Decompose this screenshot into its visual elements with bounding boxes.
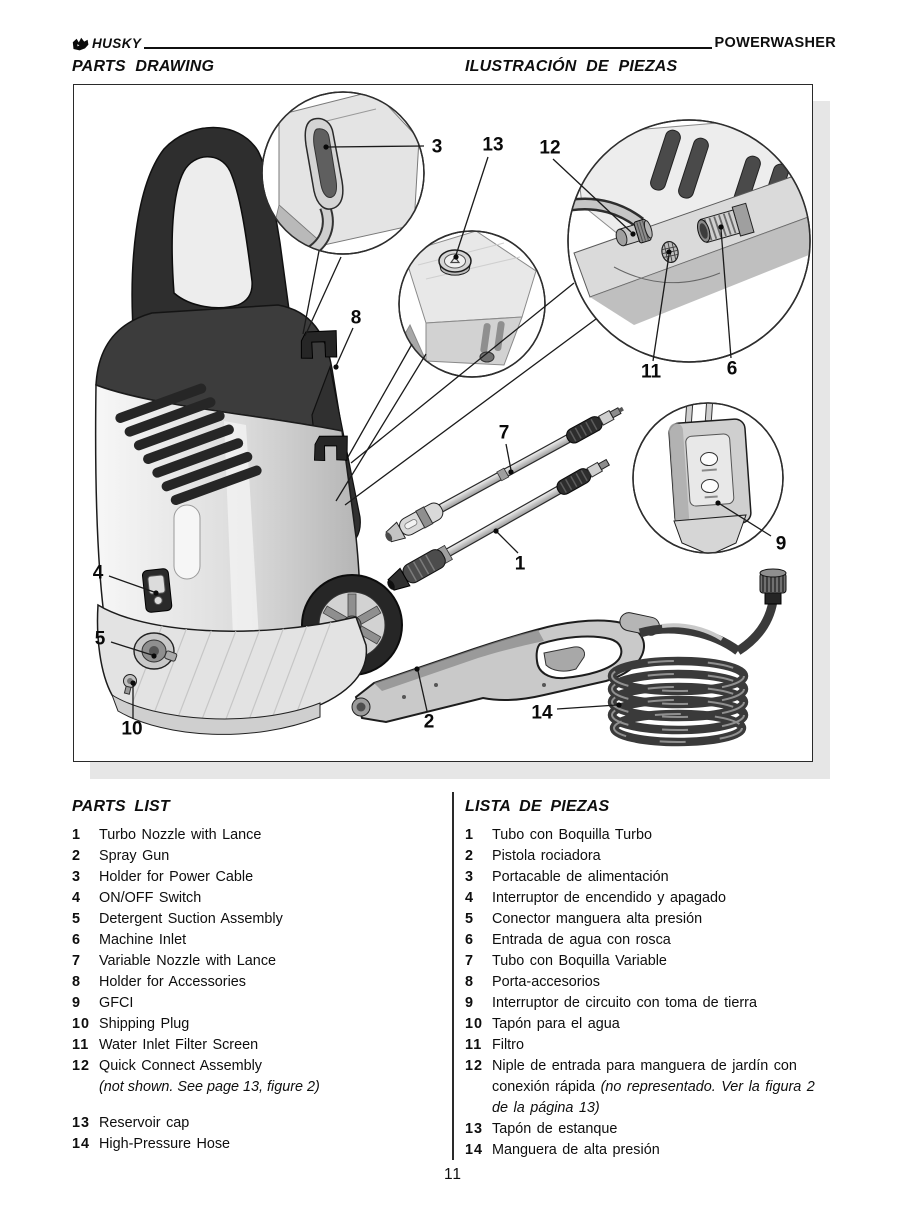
- parts-list-item: [465, 972, 837, 993]
- item-text: Variable Nozzle with Lance: [99, 953, 277, 969]
- parts-list-item: [72, 1056, 444, 1077]
- item-text: Tubo con Boquilla Variable: [492, 953, 667, 969]
- item-text: Interruptor de circuito con toma de tierra: [492, 995, 757, 1011]
- item-number: 9: [72, 995, 82, 1011]
- section-title-en: PARTS DRAWING: [72, 58, 215, 75]
- item-number: 5: [465, 911, 475, 927]
- parts-list-item: [72, 1113, 444, 1134]
- parts-list-item: [465, 1035, 837, 1056]
- callout-label: 10: [121, 718, 143, 740]
- callout-label: 12: [539, 137, 561, 159]
- item-text: Water Inlet Filter Screen: [99, 1037, 259, 1053]
- callout-label: 14: [531, 702, 553, 724]
- item-text: GFCI: [99, 995, 134, 1011]
- lista-piezas-title: LISTA DE PIEZAS: [465, 798, 610, 815]
- item-text: Filtro: [492, 1037, 524, 1053]
- item-number: 3: [465, 869, 475, 885]
- section-title-es: ILUSTRACIÓN DE PIEZAS: [465, 58, 678, 75]
- parts-list-item: [72, 930, 444, 951]
- item-number: 11: [72, 1037, 90, 1053]
- callout-label: 4: [92, 562, 104, 584]
- item-text: Pistola rociadora: [492, 848, 601, 864]
- item-number: 10: [72, 1016, 91, 1032]
- item-text: ON/OFF Switch: [99, 890, 202, 906]
- parts-list-item: [465, 1014, 837, 1035]
- header-rule: [144, 47, 711, 49]
- item-number: 6: [72, 932, 82, 948]
- parts-list-item: [465, 1119, 837, 1140]
- item-number: 8: [465, 974, 475, 990]
- item-number: 14: [465, 1142, 484, 1158]
- parts-list-item: [465, 1056, 837, 1119]
- parts-list-item: [72, 888, 444, 909]
- husky-brand: [72, 36, 141, 51]
- item-text: Entrada de agua con rosca: [492, 932, 671, 948]
- page-number: 11: [443, 1166, 463, 1183]
- item-number: 3: [72, 869, 82, 885]
- item-number: 4: [72, 890, 82, 906]
- lista-piezas-rows: [465, 825, 837, 1161]
- item-number: 12: [72, 1058, 91, 1074]
- column-divider: [452, 792, 454, 1160]
- item-number: 1: [72, 827, 82, 843]
- callout-label: 6: [726, 358, 738, 380]
- callout-label: 13: [482, 134, 504, 156]
- item-number: 11: [465, 1037, 483, 1053]
- parts-list-item: [72, 909, 444, 930]
- item-number: 9: [465, 995, 475, 1011]
- parts-list-item: [465, 951, 837, 972]
- item-text: Shipping Plug: [99, 1016, 190, 1032]
- item-text: Quick Connect Assembly: [99, 1058, 262, 1074]
- item-number: 2: [72, 848, 82, 864]
- list-gap: [72, 1098, 444, 1113]
- item-number: 14: [72, 1136, 91, 1152]
- parts-list-item: [72, 867, 444, 888]
- callout-label: 1: [514, 553, 526, 575]
- item-text: Interruptor de encendido y apagado: [492, 890, 727, 906]
- item-text: Tapón de estanque: [492, 1121, 618, 1137]
- item-text: Detergent Suction Assembly: [99, 911, 283, 927]
- item-number: 12: [465, 1058, 484, 1074]
- page-header: [72, 34, 836, 51]
- parts-list-item: [465, 825, 837, 846]
- callout-label: 11: [640, 361, 662, 383]
- item-text: Spray Gun: [99, 848, 170, 864]
- parts-list-item: [465, 930, 837, 951]
- item-text: Reservoir cap: [99, 1115, 190, 1131]
- item-text: Portacable de alimentación: [492, 869, 669, 885]
- parts-list-item: [72, 846, 444, 867]
- parts-list-item: [465, 909, 837, 930]
- callout-layer: [74, 85, 812, 761]
- husky-dog-icon: [72, 37, 89, 51]
- item-number: 6: [465, 932, 475, 948]
- item-text: High-Pressure Hose: [99, 1136, 231, 1152]
- callout-label: 7: [498, 422, 510, 444]
- item-text: Holder for Power Cable: [99, 869, 254, 885]
- item-text: Conector manguera alta presión: [492, 911, 703, 927]
- item-number: 5: [72, 911, 82, 927]
- item-text: Tubo con Boquilla Turbo: [492, 827, 652, 843]
- parts-list-item: [72, 972, 444, 993]
- item-number: 7: [72, 953, 82, 969]
- parts-list-title: PARTS LIST: [72, 798, 170, 815]
- item-number: 7: [465, 953, 475, 969]
- item-number: 10: [465, 1016, 484, 1032]
- item-text: Machine Inlet: [99, 932, 187, 948]
- item-text: Tapón para el agua: [492, 1016, 620, 1032]
- parts-drawing-box: [73, 84, 813, 762]
- callout-label: 9: [775, 533, 787, 555]
- brand-text: HUSKY: [92, 36, 142, 51]
- item-text: Niple de entrada para manguera de jardín con conexión rápida (no representado. Ver la figura 2 de la página 13): [492, 1058, 815, 1116]
- parts-list-item: [465, 867, 837, 888]
- item-number: 8: [72, 974, 82, 990]
- parts-list-item: [72, 951, 444, 972]
- parts-list-item: [465, 888, 837, 909]
- parts-list-item: [72, 1014, 444, 1035]
- item-note: (no representado. Ver la figura 2 de la página 13): [492, 1079, 815, 1116]
- parts-list-item: [72, 993, 444, 1014]
- item-note: (not shown. See page 13, figure 2): [99, 1079, 320, 1095]
- callout-label: 8: [350, 307, 362, 329]
- section-titles: [72, 58, 834, 78]
- parts-list-item: [465, 993, 837, 1014]
- item-number: 2: [465, 848, 475, 864]
- parts-list-item: [72, 1134, 444, 1155]
- parts-list-item: [465, 1140, 837, 1161]
- item-number: 13: [465, 1121, 484, 1137]
- item-number: 4: [465, 890, 475, 906]
- parts-list-item: [72, 825, 444, 846]
- callout-label: 3: [431, 136, 443, 158]
- parts-list-es: [465, 798, 837, 1161]
- parts-list-item: [72, 1035, 444, 1056]
- item-text: Turbo Nozzle with Lance: [99, 827, 262, 843]
- callout-label: 2: [423, 711, 435, 733]
- item-number: 13: [72, 1115, 91, 1131]
- item-text: Holder for Accessories: [99, 974, 246, 990]
- callout-label: 5: [94, 628, 106, 650]
- parts-list-item: [465, 846, 837, 867]
- product-title: POWERWASHER: [714, 35, 836, 51]
- item-number: 1: [465, 827, 475, 843]
- parts-list-en: [72, 798, 444, 1155]
- item-text: Porta-accesorios: [492, 974, 600, 990]
- parts-list-rows: [72, 825, 444, 1155]
- item-text: Manguera de alta presión: [492, 1142, 660, 1158]
